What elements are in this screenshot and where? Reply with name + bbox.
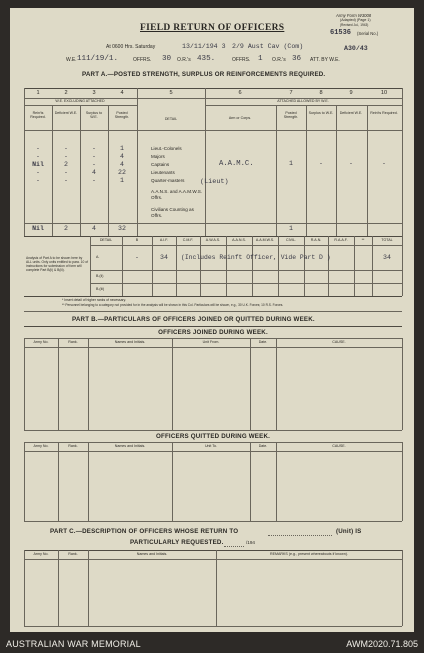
- form-number: Army Form W3008: [336, 13, 372, 18]
- col3-value: 4: [92, 169, 96, 176]
- quitted-header: Unit To.: [204, 444, 218, 448]
- offrs-value: 30: [162, 55, 172, 63]
- offrs-label: OFFRS.: [133, 57, 152, 63]
- rule: [24, 236, 402, 237]
- date-blank: [224, 546, 244, 547]
- analysis-typed-note: (Includes Reinft Officer, Vide Part D ): [181, 254, 331, 261]
- col-number: 8: [319, 90, 323, 96]
- col-number: 3: [92, 90, 96, 96]
- part-a-title: PART A.—POSTED STRENGTH, SURPLUS OR REINFORCEMENTS REQUIRED.: [82, 71, 326, 78]
- rule: [306, 105, 307, 236]
- lieut-note: (Lieut): [200, 178, 229, 186]
- col-number: 9: [349, 90, 353, 96]
- analysis-b-value: -: [135, 254, 139, 261]
- archive-name: AUSTRALIAN WAR MEMORIAL: [6, 639, 141, 649]
- analysis-header: DETAIL: [99, 238, 113, 242]
- rule: [172, 442, 173, 521]
- unit-name: 2/9 Aust Cav (Com): [232, 43, 304, 50]
- col-header: Arm or Corps.: [228, 116, 252, 120]
- analysis-header: B: [135, 238, 139, 242]
- rule: [24, 451, 402, 452]
- analysis-header: A.A.N.S.: [232, 238, 246, 242]
- ors-label: O.R.'s: [177, 57, 191, 63]
- return-date: 13/11/194 3: [182, 43, 226, 50]
- rule: [58, 338, 59, 430]
- rule: [24, 550, 25, 626]
- rule: [24, 521, 402, 522]
- rule: [24, 88, 402, 89]
- rule: [200, 236, 201, 296]
- rule: [58, 550, 59, 626]
- rule: [24, 296, 402, 297]
- we-value: 111/19/1.: [77, 55, 119, 63]
- rank-label: Quarter-masters: [151, 178, 185, 183]
- rule: [402, 550, 403, 626]
- part-c-header: Names and Initials.: [136, 552, 168, 556]
- rule: [122, 236, 123, 296]
- rule: [24, 559, 402, 560]
- rule: [205, 88, 206, 236]
- col-number: 7: [289, 90, 293, 96]
- rule: [226, 236, 227, 296]
- part-b-title: PART B.—PARTICULARS OF OFFICERS JOINED OR QUITTED DURING WEEK.: [72, 316, 315, 323]
- part-c-title: PART C.—DESCRIPTION OF OFFICERS WHOSE RETURN TO: [50, 528, 239, 535]
- analysis-header: CIVIL.: [286, 238, 296, 242]
- rule: [172, 338, 173, 430]
- rank-label: A.A.N.S. and A.A.M.W.S. Offrs.: [151, 189, 203, 200]
- rule: [336, 105, 337, 236]
- part-c-date: /194: [246, 540, 255, 545]
- col4-value: 1: [120, 177, 124, 184]
- col-number: 5: [169, 90, 173, 96]
- col3-value: -: [92, 177, 96, 184]
- rule: [24, 442, 25, 521]
- col2-value: 2: [64, 161, 68, 168]
- rule: [176, 236, 177, 296]
- col10-value: -: [382, 160, 386, 167]
- rule: [276, 338, 277, 430]
- rank-label: Captains: [151, 162, 170, 167]
- total-col2: 2: [64, 225, 68, 232]
- analysis-header: R.A.A.F.: [334, 238, 348, 242]
- col1-value: -: [36, 145, 40, 152]
- group-header-left: W.E. EXCLUDING ATTACHED: [55, 99, 105, 103]
- rule: [328, 236, 329, 296]
- serial-label: (Serial No.): [357, 31, 379, 36]
- rule: [24, 347, 402, 348]
- col4-value: 4: [120, 161, 124, 168]
- rank-label: Civilians Counting as Offrs.: [151, 207, 194, 218]
- part-c-header: Army No.: [33, 552, 49, 556]
- rule: [250, 338, 251, 430]
- analysis-header: TOTAL: [381, 238, 393, 242]
- rule: [88, 442, 89, 521]
- rule: [250, 442, 251, 521]
- col1-value: Nil: [32, 161, 44, 168]
- rule: [88, 338, 89, 430]
- col-number: 2: [64, 90, 68, 96]
- col-header: Rein'ts Required.: [370, 111, 398, 115]
- analysis-row-label: B.(ii): [96, 274, 104, 278]
- serial-value: 61536: [330, 29, 352, 37]
- col-header: DETAIL: [164, 117, 178, 121]
- rule: [90, 245, 402, 246]
- rule: [24, 88, 25, 236]
- rule: [276, 442, 277, 521]
- archive-id: AWM2020.71.805: [346, 639, 418, 649]
- analysis-aif-value: 34: [160, 254, 168, 261]
- rule: [354, 236, 355, 296]
- analysis-total-value: 34: [383, 254, 391, 261]
- col3-value: -: [92, 145, 96, 152]
- we-label: W.E.: [66, 57, 77, 63]
- footnote: ** Personnel belonging to a category not provided for in the analysis will be shown in this Col. Particulars will be shown, e.g., 30 U.K. Forces; 10 R.S. Forces.: [62, 303, 284, 307]
- total-col1: Nil: [32, 225, 44, 232]
- rule: [24, 326, 402, 327]
- total-col3: 4: [92, 225, 96, 232]
- ors-value: 435.: [197, 55, 216, 63]
- rule: [24, 550, 402, 551]
- analysis-note: Analysis of Part A to be shown here by ALL units. Only units entitled to para. 10 of instructions for submission of form will complete Part B(ii) & B(iii).: [26, 256, 89, 273]
- rule: [90, 236, 91, 296]
- form-revised: (Revised Jul., 1943): [340, 23, 369, 27]
- analysis-row-label: B.(iii): [96, 287, 105, 291]
- col-header: Surplus to W.E.: [85, 111, 103, 119]
- col3-value: -: [92, 153, 96, 160]
- col-number: 4: [120, 90, 124, 96]
- quitted-header: Rank.: [68, 444, 78, 448]
- col7-value: 1: [289, 160, 293, 167]
- rule: [90, 270, 402, 271]
- col-header: Rein'ts Required.: [30, 111, 46, 119]
- rule: [24, 338, 402, 339]
- col-number: 6: [238, 90, 242, 96]
- col1-value: -: [36, 153, 40, 160]
- unit-code: A30/43: [344, 45, 368, 52]
- rank-label: Majors: [151, 154, 165, 159]
- col-header: Posted Strength.: [114, 111, 130, 119]
- rule: [90, 283, 402, 284]
- rule: [216, 550, 217, 626]
- rule: [24, 338, 25, 430]
- rule: [88, 550, 89, 626]
- part-c-header: Rank.: [68, 552, 78, 556]
- footnote: * Insert detail of higher ranks of necessary.: [62, 298, 127, 302]
- ors2-label: O.R.'s: [272, 57, 286, 63]
- part-c-subtitle: PARTICULARLY REQUESTED.: [130, 539, 224, 546]
- analysis-header: A.I.F.: [159, 238, 169, 242]
- col4-value: 1: [120, 145, 124, 152]
- col2-value: -: [64, 177, 68, 184]
- part-c-unit-is: (Unit) IS: [336, 528, 362, 535]
- rule: [367, 105, 368, 236]
- arm-corps-value: A.A.M.C.: [219, 160, 254, 168]
- col1-value: -: [36, 177, 40, 184]
- joined-header: Unit From.: [202, 340, 220, 344]
- part-c-header: REMARKS (e.g., present whereabouts if known).: [270, 552, 348, 556]
- col2-value: -: [64, 169, 68, 176]
- quitted-title: OFFICERS QUITTED DURING WEEK.: [155, 433, 271, 440]
- col4-value: 22: [118, 169, 126, 176]
- rule: [402, 338, 403, 430]
- rule: [402, 442, 403, 521]
- rule: [108, 105, 109, 236]
- rule: [24, 311, 402, 312]
- rule: [80, 105, 81, 236]
- col-header: Deficient W.E.: [54, 111, 78, 115]
- form-adapted: (Adapted) (Page 1): [340, 18, 371, 22]
- total-col4: 32: [118, 225, 126, 232]
- col-header: Posted Strength.: [283, 111, 299, 119]
- rule: [24, 626, 402, 627]
- ors2-value: 36: [292, 55, 302, 63]
- joined-header: Date.: [258, 340, 268, 344]
- col4-value: 4: [120, 153, 124, 160]
- rule: [276, 105, 277, 236]
- rule: [205, 105, 402, 106]
- col-number: 1: [36, 90, 40, 96]
- rule: [24, 442, 402, 443]
- rank-label: Lieutenants: [151, 170, 175, 175]
- col-number: 10: [380, 90, 388, 96]
- col1-value: -: [36, 169, 40, 176]
- col-header: Surplus to W.E.: [308, 111, 334, 115]
- unit-blank: [268, 535, 332, 536]
- rule: [137, 88, 138, 236]
- rule: [24, 430, 402, 431]
- analysis-header: C.M.F.: [182, 238, 194, 242]
- form-page: [10, 8, 414, 632]
- att-label: ATT. BY W.E.: [310, 57, 340, 63]
- at-hours-label: At 0600 Hrs. Saturday: [106, 44, 156, 50]
- quitted-header: Army No.: [33, 444, 49, 448]
- rule: [402, 88, 403, 236]
- page-title: FIELD RETURN OF OFFICERS: [140, 23, 285, 33]
- rule: [372, 236, 373, 296]
- joined-header: Army No.: [33, 340, 49, 344]
- col8-value: -: [319, 160, 323, 167]
- quitted-header: CAUSE.: [332, 444, 346, 448]
- rule: [58, 442, 59, 521]
- archive-footer: [0, 633, 424, 653]
- col-header: Deficient W.E.: [339, 111, 363, 115]
- col9-value: -: [349, 160, 353, 167]
- quitted-header: Names and Initials.: [114, 444, 146, 448]
- rule: [152, 236, 153, 296]
- rule: [402, 236, 403, 296]
- quitted-header: Date.: [258, 444, 268, 448]
- rank-label: Lieut.-Colonels: [151, 146, 182, 151]
- joined-title: OFFICERS JOINED DURING WEEK.: [158, 329, 268, 336]
- analysis-header: A.W.A.S.: [205, 238, 221, 242]
- total-col7: 1: [289, 225, 293, 232]
- rule: [52, 105, 53, 236]
- offrs2-label: OFFRS.: [232, 57, 251, 63]
- joined-header: CAUSE.: [332, 340, 346, 344]
- group-header-right: ATTACHED ALLOWED BY W.E.: [277, 99, 329, 103]
- analysis-header: **: [361, 238, 365, 242]
- rule: [252, 236, 253, 296]
- rule: [304, 236, 305, 296]
- rule: [278, 236, 279, 296]
- analysis-row-label: A.: [96, 255, 100, 259]
- analysis-header: R.A.N.: [310, 238, 322, 242]
- col2-value: -: [64, 145, 68, 152]
- analysis-header: A.A.M.W.S.: [255, 238, 275, 242]
- offrs2-value: 1: [258, 55, 263, 63]
- col2-value: -: [64, 153, 68, 160]
- col3-value: -: [92, 161, 96, 168]
- joined-header: Rank.: [68, 340, 78, 344]
- joined-header: Names and Initials.: [114, 340, 146, 344]
